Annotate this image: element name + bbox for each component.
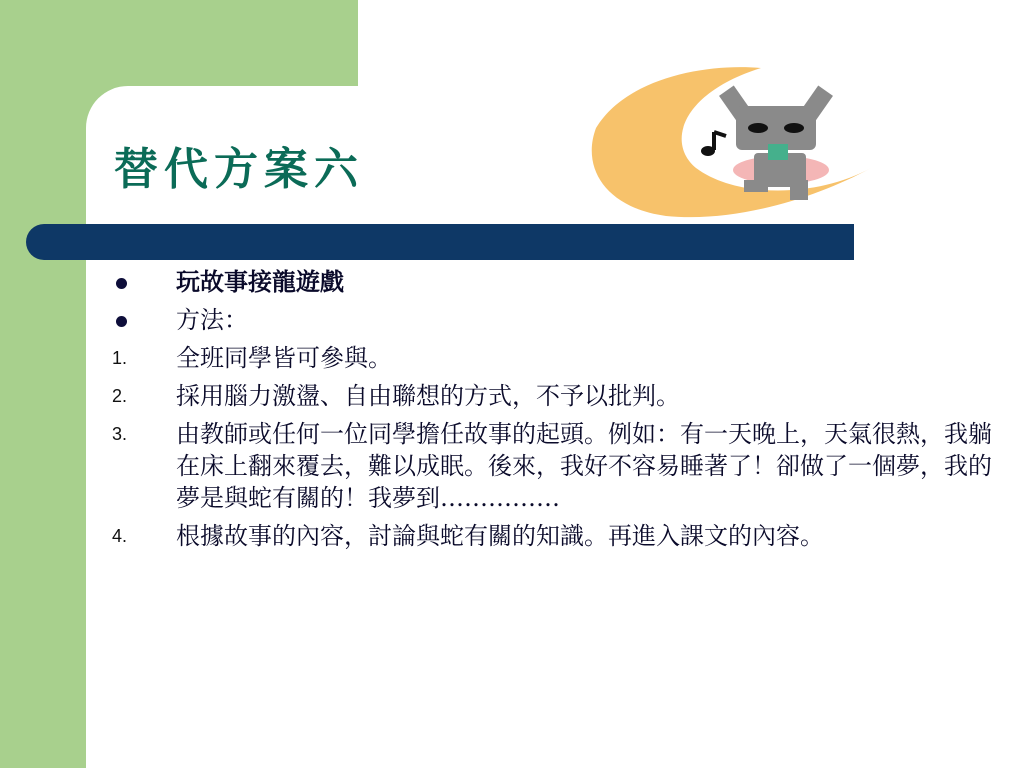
item-text: 採用腦力激盪、自由聯想的方式，不予以批判。 bbox=[176, 382, 680, 410]
bullet-item bbox=[104, 266, 1004, 298]
item-text: 由教師或任何一位同學擔任故事的起頭。例如：有一天晚上，天氣很熱，我躺在床上翻來覆去，難以成眠。後來，我好不容易睡著了！卻做了一個夢，我的夢是與蛇有關的！我夢到…………… bbox=[176, 420, 992, 512]
numbered-item bbox=[104, 418, 1004, 514]
bunny-foot-right bbox=[790, 180, 808, 200]
item-number: 4. bbox=[112, 526, 128, 546]
bullet-item bbox=[104, 304, 1004, 336]
numbered-item bbox=[104, 380, 1004, 412]
pacifier-icon bbox=[768, 144, 788, 160]
left-green-strip bbox=[0, 0, 86, 768]
bunny-foot-left bbox=[744, 180, 768, 192]
bunny-eye-right bbox=[784, 123, 804, 133]
bunny-eye-left bbox=[748, 123, 768, 133]
moon-bunny-icon bbox=[586, 58, 886, 218]
item-text: 根據故事的內容，討論與蛇有關的知識。再進入課文的內容。 bbox=[176, 522, 824, 550]
bullet-dot-icon bbox=[116, 278, 127, 289]
bullet-text: 方法： bbox=[176, 306, 248, 334]
item-number: 3. bbox=[112, 424, 128, 444]
music-note-icon bbox=[714, 132, 726, 150]
bullet-text: 玩故事接龍遊戲 bbox=[176, 267, 344, 296]
item-number: 1. bbox=[112, 348, 128, 368]
numbered-item bbox=[104, 342, 1004, 374]
title-divider-bar bbox=[26, 224, 854, 260]
slide-title: 替代方案六 bbox=[114, 144, 364, 195]
item-number: 2. bbox=[112, 386, 128, 406]
slide-body bbox=[104, 266, 1004, 558]
bullet-dot-icon bbox=[116, 316, 127, 327]
numbered-item bbox=[104, 520, 1004, 552]
item-text: 全班同學皆可參與。 bbox=[176, 344, 392, 372]
